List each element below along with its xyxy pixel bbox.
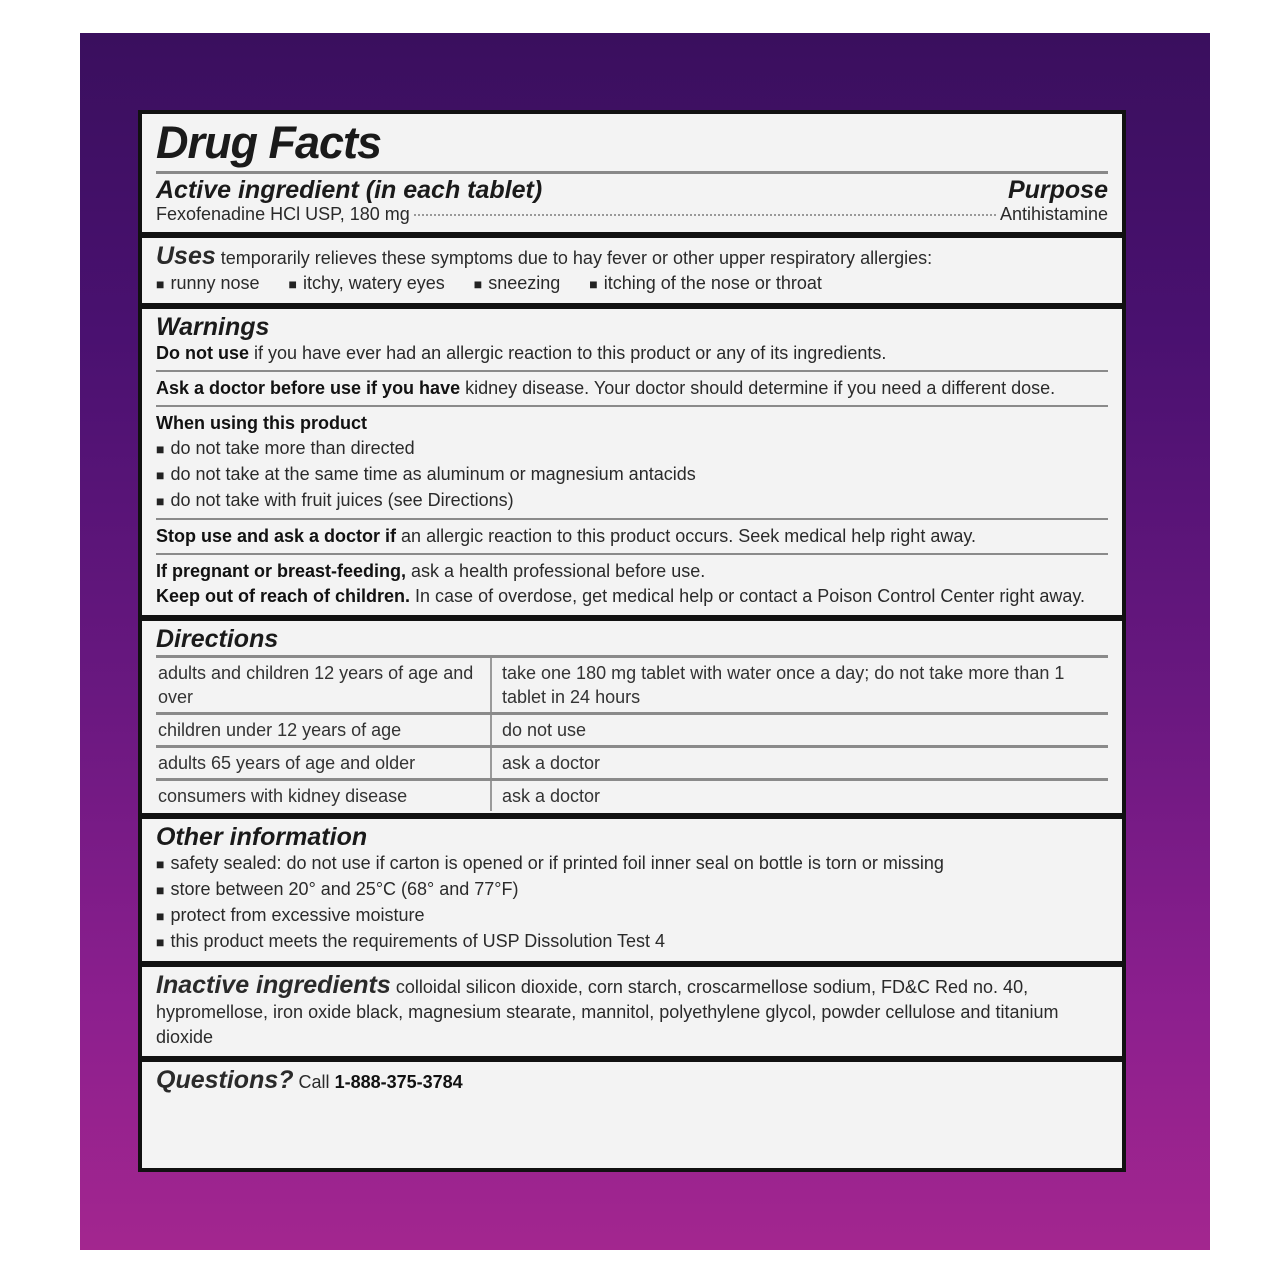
- divider: [156, 518, 1108, 520]
- directions-who: adults 65 years of age and older: [156, 747, 491, 780]
- phone-number[interactable]: 1-888-375-3784: [334, 1072, 463, 1092]
- when-using-item: ■ do not take more than directed: [156, 436, 1108, 462]
- other-information-heading: Other information: [156, 823, 368, 851]
- divider: [156, 171, 1108, 174]
- section-warnings: [142, 309, 1122, 615]
- when-using-heading: When using this product: [156, 413, 367, 433]
- when-using-item: ■ do not take at the same time as aluminum or magnesium antacids: [156, 462, 1108, 488]
- divider: [156, 405, 1108, 407]
- table-row: [156, 657, 1108, 714]
- children-label: Keep out of reach of children.: [156, 586, 411, 606]
- stop-use-text: an allergic reaction to this product occurs. Seek medical help right away.: [396, 526, 977, 546]
- directions-what: do not use: [491, 714, 1108, 747]
- stop-use-label: Stop use and ask a doctor if: [156, 526, 397, 546]
- purpose-heading: Purpose: [1007, 176, 1108, 204]
- table-row: [156, 780, 1108, 812]
- drug-facts-label: [138, 110, 1126, 1172]
- do-not-use-text: if you have ever had an allergic reaction to this product or any of its ingredients.: [249, 343, 887, 363]
- ask-doctor-label: Ask a doctor before use if you have: [156, 378, 461, 398]
- ask-doctor-text: kidney disease. Your doctor should determine if you need a different dose.: [460, 378, 1056, 398]
- uses-item: ■ sneezing: [474, 273, 561, 293]
- uses-intro: temporarily relieves these symptoms due to hay fever or other upper respiratory allergies:: [220, 248, 933, 268]
- uses-list: [156, 271, 1108, 297]
- directions-what: ask a doctor: [491, 747, 1108, 780]
- pregnant-text: ask a health professional before use.: [406, 561, 706, 581]
- dot-leader: [414, 214, 996, 216]
- other-info-item: ■ protect from excessive moisture: [156, 903, 1108, 929]
- directions-what: take one 180 mg tablet with water once a day; do not take more than 1 tablet in 24 hours: [491, 657, 1108, 714]
- section-uses: [142, 238, 1122, 303]
- section-questions: [142, 1062, 1122, 1168]
- directions-heading: Directions: [156, 625, 279, 653]
- section-other-information: [142, 819, 1122, 961]
- when-using-item: ■ do not take with fruit juices (see Directions): [156, 488, 1108, 514]
- divider: [156, 370, 1108, 372]
- section-directions: [142, 621, 1122, 813]
- directions-who: adults and children 12 years of age and over: [156, 657, 491, 714]
- section-active-ingredient: [142, 114, 1122, 232]
- table-row: [156, 747, 1108, 780]
- section-inactive-ingredients: [142, 967, 1122, 1056]
- uses-item: ■ runny nose: [156, 273, 260, 293]
- active-ingredient-purpose: Antihistamine: [999, 204, 1108, 224]
- directions-table: [156, 655, 1108, 811]
- do-not-use-label: Do not use: [156, 343, 249, 363]
- inactive-ingredients-heading: Inactive ingredients: [156, 971, 391, 999]
- other-info-item: ■ safety sealed: do not use if carton is opened or if printed foil inner seal on bottle is torn or missing: [156, 851, 1108, 877]
- directions-what: ask a doctor: [491, 780, 1108, 812]
- uses-heading: Uses: [156, 242, 216, 270]
- uses-item: ■ itching of the nose or throat: [589, 273, 822, 293]
- other-info-item: ■ this product meets the requirements of USP Dissolution Test 4: [156, 929, 1108, 955]
- table-row: [156, 714, 1108, 747]
- directions-who: consumers with kidney disease: [156, 780, 491, 812]
- drug-facts-title: Drug Facts: [156, 117, 382, 168]
- questions-heading: Questions?: [156, 1066, 294, 1094]
- children-text: In case of overdose, get medical help or contact a Poison Control Center right away.: [410, 586, 1086, 606]
- active-ingredient-name: Fexofenadine HCl USP, 180 mg: [156, 204, 410, 224]
- warnings-heading: Warnings: [156, 313, 270, 341]
- divider: [156, 553, 1108, 555]
- pregnant-label: If pregnant or breast-feeding,: [156, 561, 407, 581]
- inactive-ingredients-text: colloidal silicon dioxide, corn starch, croscarmellose sodium, FD&C Red no. 40, hypromellose, iron oxide black, magnesium stearate, mannitol, polyethylene glycol, powder cellulose and titanium dioxide: [156, 977, 1059, 1047]
- other-info-item: ■ store between 20° and 25°C (68° and 77°F): [156, 877, 1108, 903]
- active-ingredient-heading: Active ingredient (in each tablet): [156, 176, 543, 204]
- directions-who: children under 12 years of age: [156, 714, 491, 747]
- uses-item: ■ itchy, watery eyes: [289, 273, 445, 293]
- call-label: Call: [298, 1072, 330, 1092]
